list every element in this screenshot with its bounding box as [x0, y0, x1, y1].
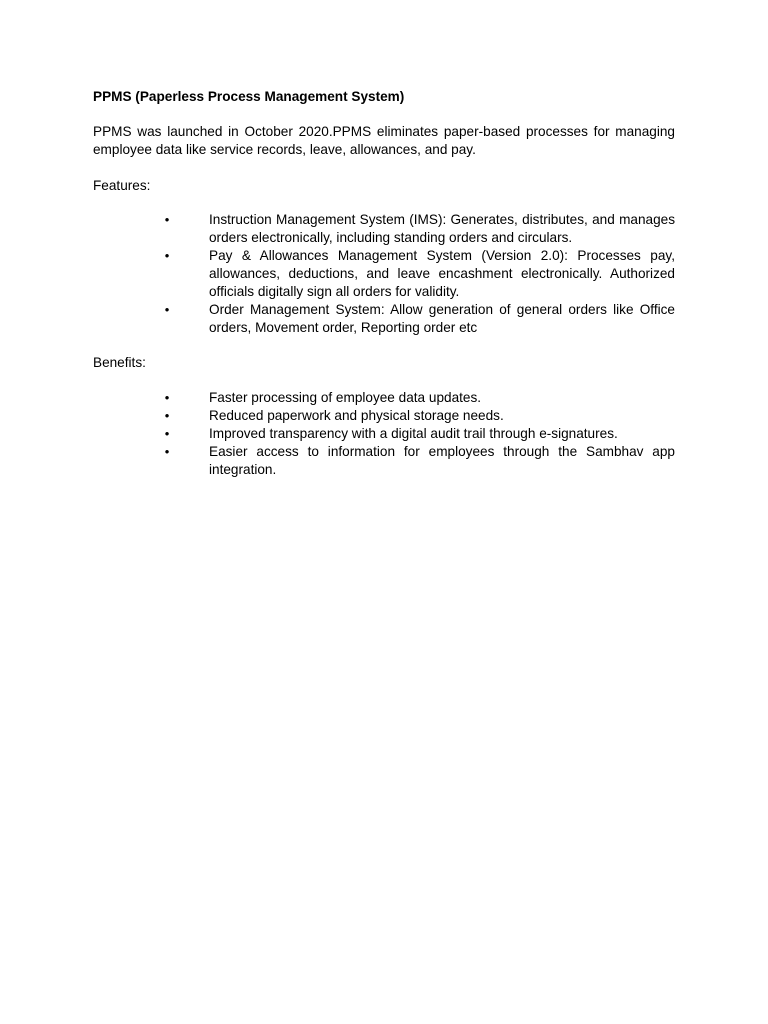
benefit-text: Faster processing of employee data updates. [209, 390, 482, 405]
bullet-icon: • [164, 408, 170, 423]
benefit-text: Reduced paperwork and physical storage needs. [209, 408, 504, 423]
document-title: PPMS (Paperless Process Management System) [93, 89, 405, 104]
bullet-icon: • [164, 426, 170, 441]
benefit-item-faster-processing [93, 389, 675, 407]
benefits-heading: Benefits: [93, 355, 146, 370]
feature-text: Instruction Management System (IMS): Generates, distributes, and manages orders electronically, including standing orders and circulars. [209, 212, 675, 245]
bullet-icon: • [164, 212, 170, 227]
benefit-text: Easier access to information for employees through the Sambhav app integration. [209, 444, 675, 477]
benefits-list [93, 389, 675, 479]
benefit-text: Improved transparency with a digital audit trail through e-signatures. [209, 426, 618, 441]
bullet-icon: • [164, 390, 170, 405]
intro-paragraph: PPMS was launched in October 2020.PPMS eliminates paper-based processes for managing employee data like service records, leave, allowances, and pay. [93, 124, 675, 157]
feature-text: Pay & Allowances Management System (Version 2.0): Processes pay, allowances, deductions, and leave encashment electronically. Authorized officials digitally sign all orders for validity. [209, 248, 675, 299]
benefit-item-transparency [93, 425, 675, 443]
document-page [93, 88, 675, 496]
bullet-icon: • [164, 444, 170, 459]
benefit-item-reduced-paperwork [93, 407, 675, 425]
bullet-icon: • [164, 302, 170, 317]
feature-text: Order Management System: Allow generation of general orders like Office orders, Movement order, Reporting order etc [209, 302, 675, 335]
feature-item-order-management [93, 301, 675, 337]
features-heading: Features: [93, 178, 151, 193]
bullet-icon: • [164, 248, 170, 263]
feature-item-ims [93, 211, 675, 247]
benefit-item-easier-access [93, 443, 675, 479]
features-list [93, 211, 675, 337]
feature-item-pay-allowances [93, 247, 675, 301]
